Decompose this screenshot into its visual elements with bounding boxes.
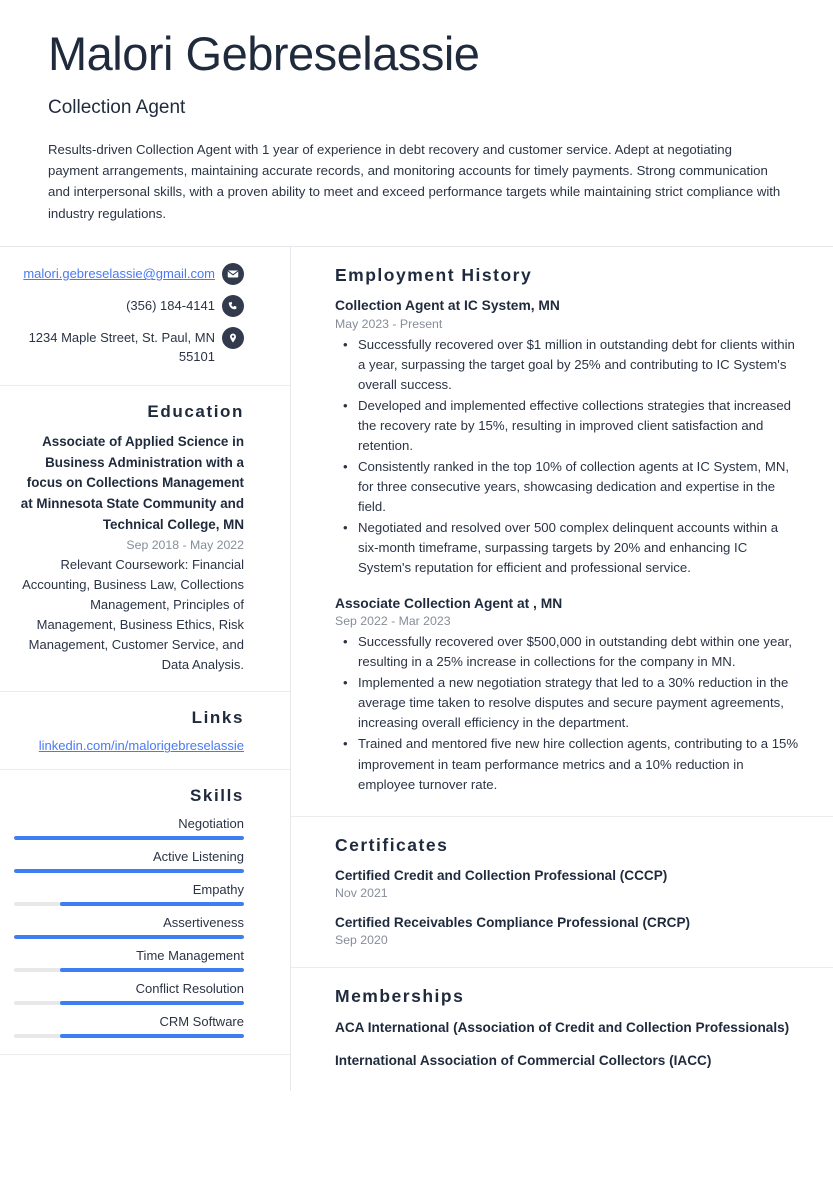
skill-item: [14, 882, 244, 906]
linkedin-link[interactable]: linkedin.com/in/malorigebreselassie: [38, 738, 244, 754]
employment-date: May 2023 - Present: [335, 316, 443, 331]
education-degree: Associate of Applied Science in Business Administration with a focus on Collections Management at Minnesota State Community and Technical College, MN: [20, 433, 244, 532]
bullet-item: • Successfully recovered over $500,000 in outstanding debt within one year, resulting in a 25% increase in collections for the company in MN.: [355, 632, 799, 672]
skill-label: Empathy: [192, 882, 244, 898]
professional-summary: Results-driven Collection Agent with 1 year of experience in debt recovery and customer service. Adept at negotiating payment arrangements, maintaining accurate records, and monitoring accounts for timely payments. Strong communication and interpersonal skills, with a proven ability to meet and exceed performance targets while maintaining strict compliance with industry regulations.: [48, 141, 781, 221]
candidate-job-title: Collection Agent: [48, 96, 186, 118]
bullet-item: • Trained and mentored five new hire collection agents, contributing to a 15% improvement in team performance metrics and a 10% reduction in employee turnover rate.: [355, 734, 799, 794]
skill-label: Assertiveness: [163, 915, 244, 931]
skill-item: [14, 816, 244, 840]
resume-header: [0, 0, 833, 246]
contact-email-row[interactable]: [14, 263, 244, 285]
skill-bar-track: [14, 968, 244, 972]
bullet-item: • Developed and implemented effective collections strategies that increased the recovery rate by 15%, resulting in improved client satisfaction and retention.: [355, 396, 799, 456]
certificate-date: Nov 2021: [335, 885, 388, 900]
skill-bar-fill: [14, 935, 244, 939]
employment-title: Associate Collection Agent at , MN: [335, 595, 563, 611]
skill-bar-track: [14, 1034, 244, 1038]
contact-phone-text: (356) 184-4141: [126, 298, 215, 314]
skill-label: Active Listening: [152, 849, 244, 865]
skills-section: [0, 770, 290, 1055]
certificate-item: [335, 914, 799, 947]
employment-history-heading: Employment History: [335, 265, 533, 286]
skills-heading: Skills: [189, 786, 244, 806]
skill-item: [14, 1014, 244, 1038]
employment-history-section: [291, 247, 833, 817]
skill-item: [14, 948, 244, 972]
email-link[interactable]: malori.gebreselassie@gmail.com: [23, 266, 215, 282]
certificate-title: Certified Receivables Compliance Professional (CRCP): [335, 914, 691, 930]
employment-title: Collection Agent at IC System, MN: [335, 298, 560, 314]
certificate-title: Certified Credit and Collection Professional (CCCP): [335, 867, 668, 883]
link-item[interactable]: [14, 738, 244, 753]
contact-email-text: [23, 263, 215, 284]
certificates-heading: Certificates: [335, 834, 449, 855]
skill-bar-track: [14, 902, 244, 906]
contact-address-text: 1234 Maple Street, St. Paul, MN 55101: [28, 330, 215, 364]
skill-bar-fill: [60, 968, 244, 972]
main-column: [291, 247, 833, 1091]
links-heading: Links: [191, 708, 244, 728]
skill-bar-fill: [60, 1034, 244, 1038]
memberships-heading: Memberships: [335, 986, 465, 1007]
skill-bar-fill: [14, 869, 244, 873]
skill-item: [14, 849, 244, 873]
membership-item: International Association of Commercial Collectors (IACC): [335, 1053, 712, 1069]
education-date: Sep 2018 - May 2022: [126, 537, 244, 552]
contact-section: [0, 247, 290, 386]
contact-address-row[interactable]: [14, 327, 244, 367]
skill-bar-track: [14, 869, 244, 873]
employment-entry: [335, 595, 799, 795]
contact-phone-row[interactable]: [14, 295, 244, 317]
bullet-item: • Implemented a new negotiation strategy that led to a 30% reduction in the average time taken to resolve disputes and secure payment agreements, increasing overall efficiency in the department.: [355, 673, 799, 733]
skill-bar-track: [14, 935, 244, 939]
employment-date: Sep 2022 - Mar 2023: [335, 614, 451, 629]
employment-entry: [335, 297, 799, 578]
bullet-item: • Successfully recovered over $1 million in outstanding debt for clients within a year, surpassing the target goal by 25% and contributing to IC System's overall success.: [355, 335, 799, 395]
location-pin-icon: [222, 327, 244, 349]
education-section: [0, 386, 290, 693]
bullet-item: • Negotiated and resolved over 500 complex delinquent accounts within a six-month timeframe, surpassing targets by 20% and enhancing IC System's reputation for efficient and professional service.: [355, 518, 799, 578]
skill-bar-fill: [14, 836, 244, 840]
memberships-section: [291, 968, 833, 1090]
sidebar-column: [0, 247, 291, 1091]
skill-bar-track: [14, 836, 244, 840]
certificate-item: [335, 867, 799, 900]
skill-item: [14, 981, 244, 1005]
bullet-item: • Consistently ranked in the top 10% of collection agents at IC System, MN, for three consecutive years, showcasing dedication and expertise in the field.: [355, 457, 799, 517]
skill-bar-fill: [60, 1001, 244, 1005]
education-heading: Education: [147, 401, 244, 421]
skill-label: Negotiation: [178, 816, 244, 832]
employment-bullets: [335, 335, 799, 579]
skill-label: Conflict Resolution: [135, 981, 244, 997]
skill-item: [14, 915, 244, 939]
resume-body: [0, 247, 833, 1091]
skill-label: CRM Software: [159, 1014, 244, 1030]
employment-bullets: [335, 632, 799, 795]
certificates-section: [291, 817, 833, 969]
phone-icon: [222, 295, 244, 317]
skill-bar-fill: [60, 902, 244, 906]
skill-label: Time Management: [136, 948, 244, 964]
skill-bar-track: [14, 1001, 244, 1005]
candidate-name: Malori Gebreselassie: [48, 27, 480, 80]
links-section: [0, 692, 290, 770]
membership-item: ACA International (Association of Credit and Collection Professionals): [335, 1020, 790, 1036]
education-description: Relevant Coursework: Financial Accounting, Business Law, Collections Management, Principles of Management, Business Ethics, Risk Management, Customer Service, and Data Analysis.: [22, 556, 244, 673]
certificate-date: Sep 2020: [335, 933, 388, 948]
envelope-icon: [222, 263, 244, 285]
